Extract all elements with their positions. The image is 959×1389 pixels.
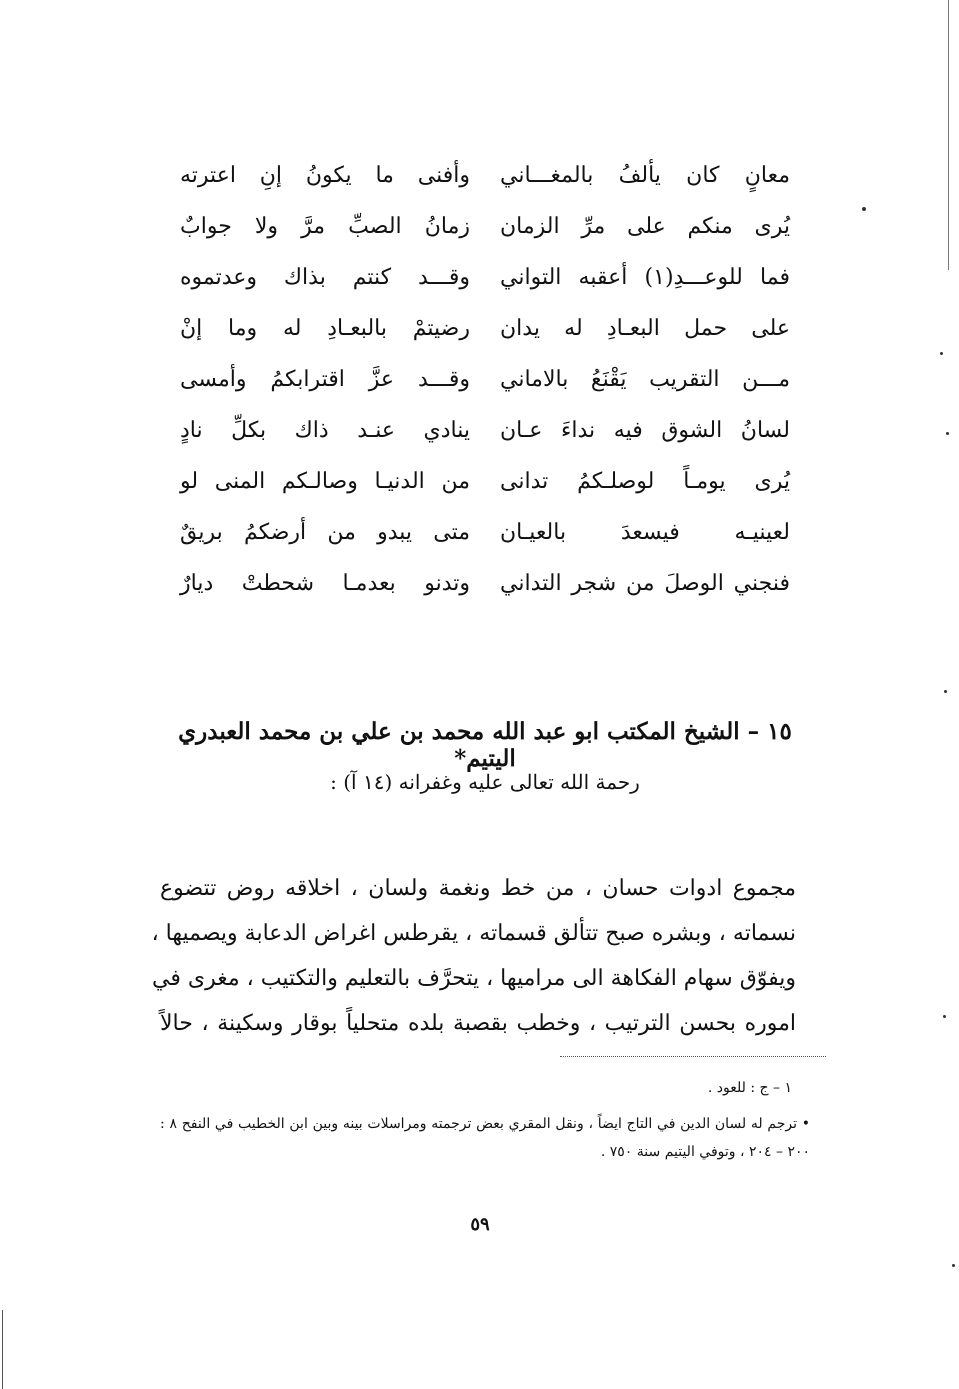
hemistich-right: رضيتمْ بالبعـادِ له وما إنْ: [180, 315, 470, 341]
poem-verse: [180, 303, 790, 354]
hemistich-right: وقـــد عزَّ اقترابكمُ وأمسى: [180, 366, 470, 392]
scan-edge-line: [2, 1310, 3, 1389]
poem-verse: [180, 558, 790, 609]
scan-speck: [952, 1264, 955, 1267]
prose-line: نسماته ، وبشره صبح تتألق قسماته ، يقرطس اغراض الدعابة ويصميها ،: [151, 921, 796, 946]
footnote-star: • ترجم له لسان الدين في التاج ايضاً ، ونقل المقري بعض ترجمته ومراسلات بينه وبين ابن الخطيب في النفح ٨ : ٢٠٠ – ٢٠٤ ، وتوفي اليتيم سنة ٧٥٠ .: [160, 1116, 810, 1160]
section-subheading: رحمة الله تعالى عليه وغفرانه (١٤ آ) :: [330, 770, 640, 794]
hemistich-right: وتدنو بعدمـا شحطتْ دیارٌ: [180, 570, 470, 596]
footnotes: [160, 1074, 810, 1166]
page-number: ٥٩: [470, 1214, 490, 1235]
poem: [180, 150, 790, 609]
hemistich-left: يُرى منكم على مرِّ الزمان: [500, 213, 790, 239]
prose-line: اموره بحسن الترتيب ، وخطب بقصبة بلده متحلياً بوقار وسكينة ، حالاً: [160, 1011, 796, 1036]
hemistich-left: فما للوعـــدِ(١) أعقبه التواني: [500, 264, 790, 290]
footnote-divider: [560, 1056, 826, 1057]
hemistich-left: على حمل البعـادِ له يدان: [500, 315, 790, 341]
hemistich-right: وأفنى ما يكونُ إنِ اعترته: [180, 162, 470, 188]
poem-verse: [180, 150, 790, 201]
hemistich-right: زمانُ الصبِّ مرَّ ولا جوابٌ: [180, 213, 470, 239]
poem-verse: [180, 405, 790, 456]
poem-verse: [180, 354, 790, 405]
prose-line: مجموع ادوات حسان ، من خط ونغمة ولسان ، اخلاقه روض تتضوع: [160, 876, 796, 901]
scan-speck: [862, 207, 866, 211]
hemistich-right: متى يبدو من أرضكمُ بريقٌ: [180, 519, 470, 545]
scan-speck: [943, 1015, 946, 1018]
poem-verse: [180, 252, 790, 303]
footnote-1: ١ – ج : للعود .: [707, 1080, 792, 1096]
hemistich-left: فنجني الوصلَ من شجر التداني: [500, 570, 790, 596]
scan-speck: [946, 432, 949, 435]
scan-speck: [944, 690, 947, 693]
section-heading: ١٥ – الشيخ المكتب ابو عبد الله محمد بن علي بن محمد العبدري اليتيم*: [178, 718, 792, 772]
scan-edge-line: [948, 0, 949, 270]
hemistich-left: يُرى يومـاً لوصلـكمُ تدانى: [500, 468, 790, 494]
prose-paragraph: [151, 866, 796, 1046]
prose-line: ويفوّق سهام الفكاهة الى مراميها ، يتحرَّف بالتعليم والتكتيب ، مغرى في: [152, 966, 796, 991]
hemistich-left: مـــن التقريب يَقْنَعُ بالاماني: [500, 366, 790, 392]
hemistich-right: من الدنيـا وصالـكم المنى لو: [180, 468, 470, 494]
poem-verse: [180, 456, 790, 507]
scan-speck: [940, 352, 943, 355]
hemistich-right: وقـــد كنتم بذاك وعدتموه: [180, 264, 470, 290]
hemistich-right: ينادي عنـد ذاك بكلِّ نادٍ: [180, 417, 470, 443]
hemistich-left: لعينيـه فيسعدَ بالعيـان: [500, 519, 790, 545]
hemistich-left: لسانُ الشوق فيه نداءَ عـان: [500, 417, 790, 443]
hemistich-left: معانٍ كان يألفُ بالمغـــاني: [500, 162, 790, 188]
poem-verse: [180, 201, 790, 252]
poem-verse: [180, 507, 790, 558]
